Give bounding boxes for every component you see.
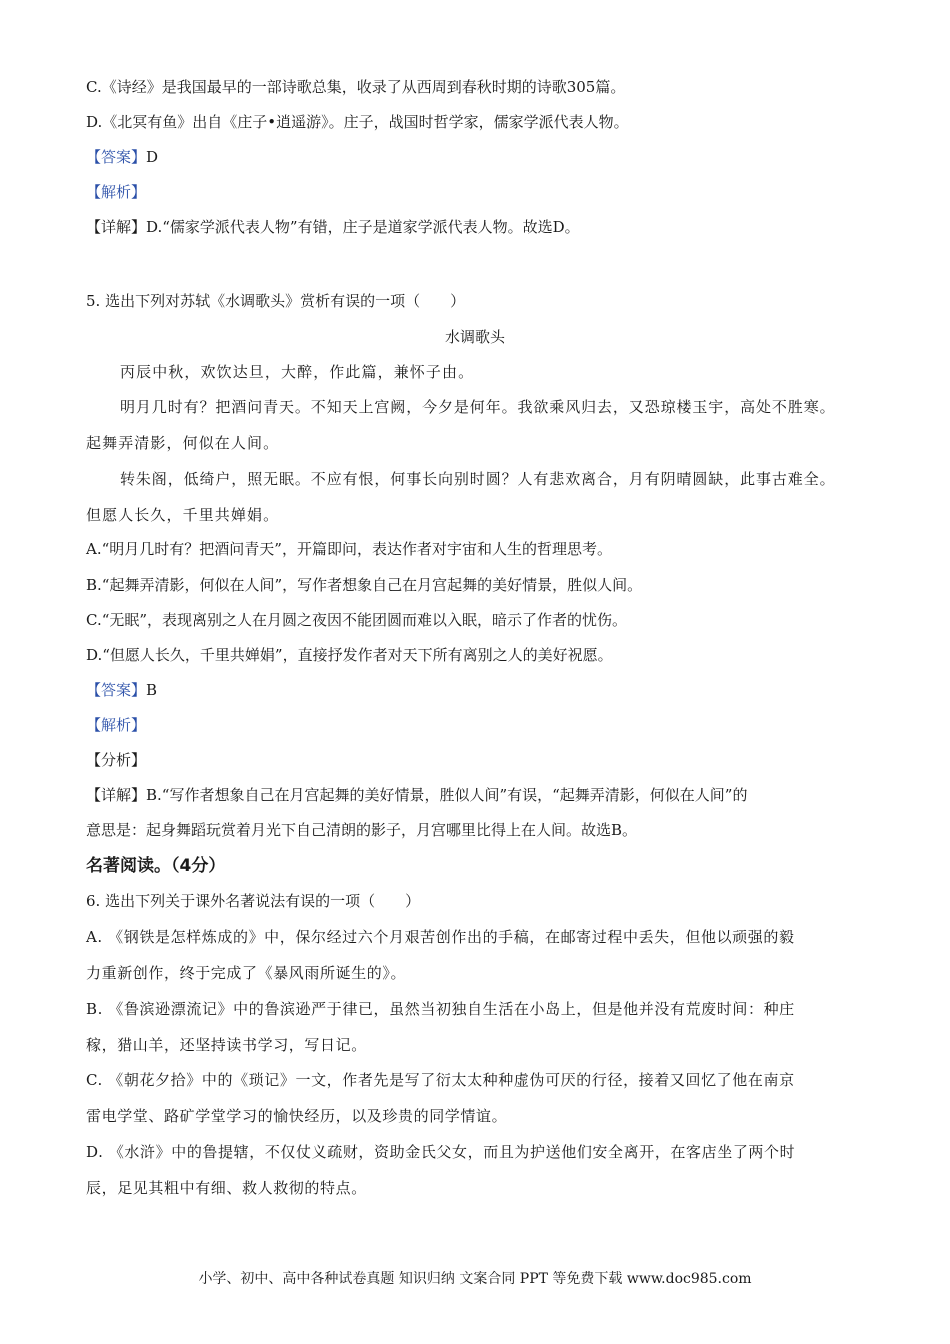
- q5-option-a: A.“明月几时有？把酒问青天”，开篇即问，表达作者对宇宙和人生的哲理思考。: [86, 540, 612, 558]
- q6-option-b-line1: B. 《鲁滨逊漂流记》中的鲁滨逊严于律已，虽然当初独自生活在小岛上，但是他并没有荒废时间：种庄: [86, 1000, 795, 1018]
- q6-option-d-line1: D. 《水浒》中的鲁提辖，不仅仗义疏财，资助金氏父女，而且为护送他们安全离开，在客店坐了两个时: [86, 1143, 796, 1161]
- poem-preface: 丙辰中秋，欢饮达旦，大醉，作此篇，兼怀子由。: [120, 363, 475, 381]
- q5-option-b: B.“起舞弄清影，何似在人间”，写作者想象自己在月宫起舞的美好情景，胜似人间。: [86, 576, 643, 594]
- q5-answer: [86, 679, 874, 701]
- q5-detail-line2: 意思是：起身舞蹈玩赏着月光下自己清朗的影子，月宫哪里比得上在人间。故选B。: [86, 821, 638, 839]
- q4-option-c: C.《诗经》是我国最早的一部诗歌总集，收录了从西周到春秋时期的诗歌305篇。: [86, 78, 626, 96]
- answer-value: B: [146, 681, 158, 699]
- q6-option-c-line2: 雷电学堂、路矿学堂学习的愉快经历，以及珍贵的同学情谊。: [86, 1107, 508, 1125]
- q4-detail: 【详解】D.“儒家学派代表人物”有错，庄子是道家学派代表人物。故选D。: [86, 218, 580, 236]
- q6-option-d-line2: 辰，足见其粗中有细、救人救彻的特点。: [86, 1179, 367, 1197]
- q5-stem: 5. 选出下列对苏轼《水调歌头》赏析有误的一项（ ）: [86, 292, 466, 310]
- answer-value: D: [146, 148, 159, 166]
- answer-tag: 【答案】: [86, 681, 147, 699]
- q6-option-c-line1: C. 《朝花夕拾》中的《琐记》一文，作者先是写了衍太太种种虚伪可厌的行径，接着又回忆了他在南京: [86, 1071, 795, 1089]
- q4-analysis-tag: 【解析】: [86, 183, 147, 201]
- poem-stanza1-line2: 起舞弄清影，何似在人间。: [86, 434, 280, 452]
- poem-title: 水调歌头: [444, 328, 505, 346]
- q5-analysis-tag: 【解析】: [86, 716, 147, 734]
- answer-tag: 【答案】: [86, 148, 147, 166]
- q6-option-a-line1: A. 《钢铁是怎样炼成的》中，保尔经过六个月艰苦创作出的手稿，在邮寄过程中丢失，但他以顽强的毅: [86, 928, 795, 946]
- q6-option-b-line2: 稼，猎山羊，还坚持读书学习，写日记。: [86, 1036, 367, 1054]
- page-footer: 小学、初中、高中各种试卷真题 知识归纳 文案合同 PPT 等免费下载 www.doc985.com: [198, 1271, 752, 1287]
- poem-stanza2-line1: 转朱阁，低绮户，照无眠。不应有恨，何事长向别时圆？人有悲欢离合，月有阴晴圆缺，此事古难全。: [120, 470, 836, 488]
- q5-option-d: D.“但愿人长久，千里共婵娟”，直接抒发作者对天下所有离别之人的美好祝愿。: [86, 646, 613, 664]
- poem-stanza2-line2: 但愿人长久，千里共婵娟。: [86, 506, 280, 524]
- q4-answer: [86, 146, 874, 168]
- section-heading: 名著阅读。（4分）: [86, 856, 226, 876]
- q6-option-a-line2: 力重新创作，终于完成了《暴风雨所诞生的》。: [86, 964, 407, 982]
- q5-detail-line1: 【详解】B.“写作者想象自己在月宫起舞的美好情景，胜似人间”有误，“起舞弄清影，何似在人间”的: [86, 786, 748, 804]
- q5-option-c: C.“无眠”，表现离别之人在月圆之夜因不能团圆而难以入眠，暗示了作者的忧伤。: [86, 611, 628, 629]
- q4-option-d: D.《北冥有鱼》出自《庄子•逍遥游》。庄子，战国时哲学家，儒家学派代表人物。: [86, 113, 629, 131]
- q6-stem: 6. 选出下列关于课外名著说法有误的一项（ ）: [86, 892, 421, 910]
- q5-fenxi: 【分析】: [86, 751, 147, 769]
- poem-stanza1-line1: 明月几时有？把酒问青天。不知天上宫阙，今夕是何年。我欲乘风归去，又恐琼楼玉宇，高处不胜寒。: [120, 398, 836, 416]
